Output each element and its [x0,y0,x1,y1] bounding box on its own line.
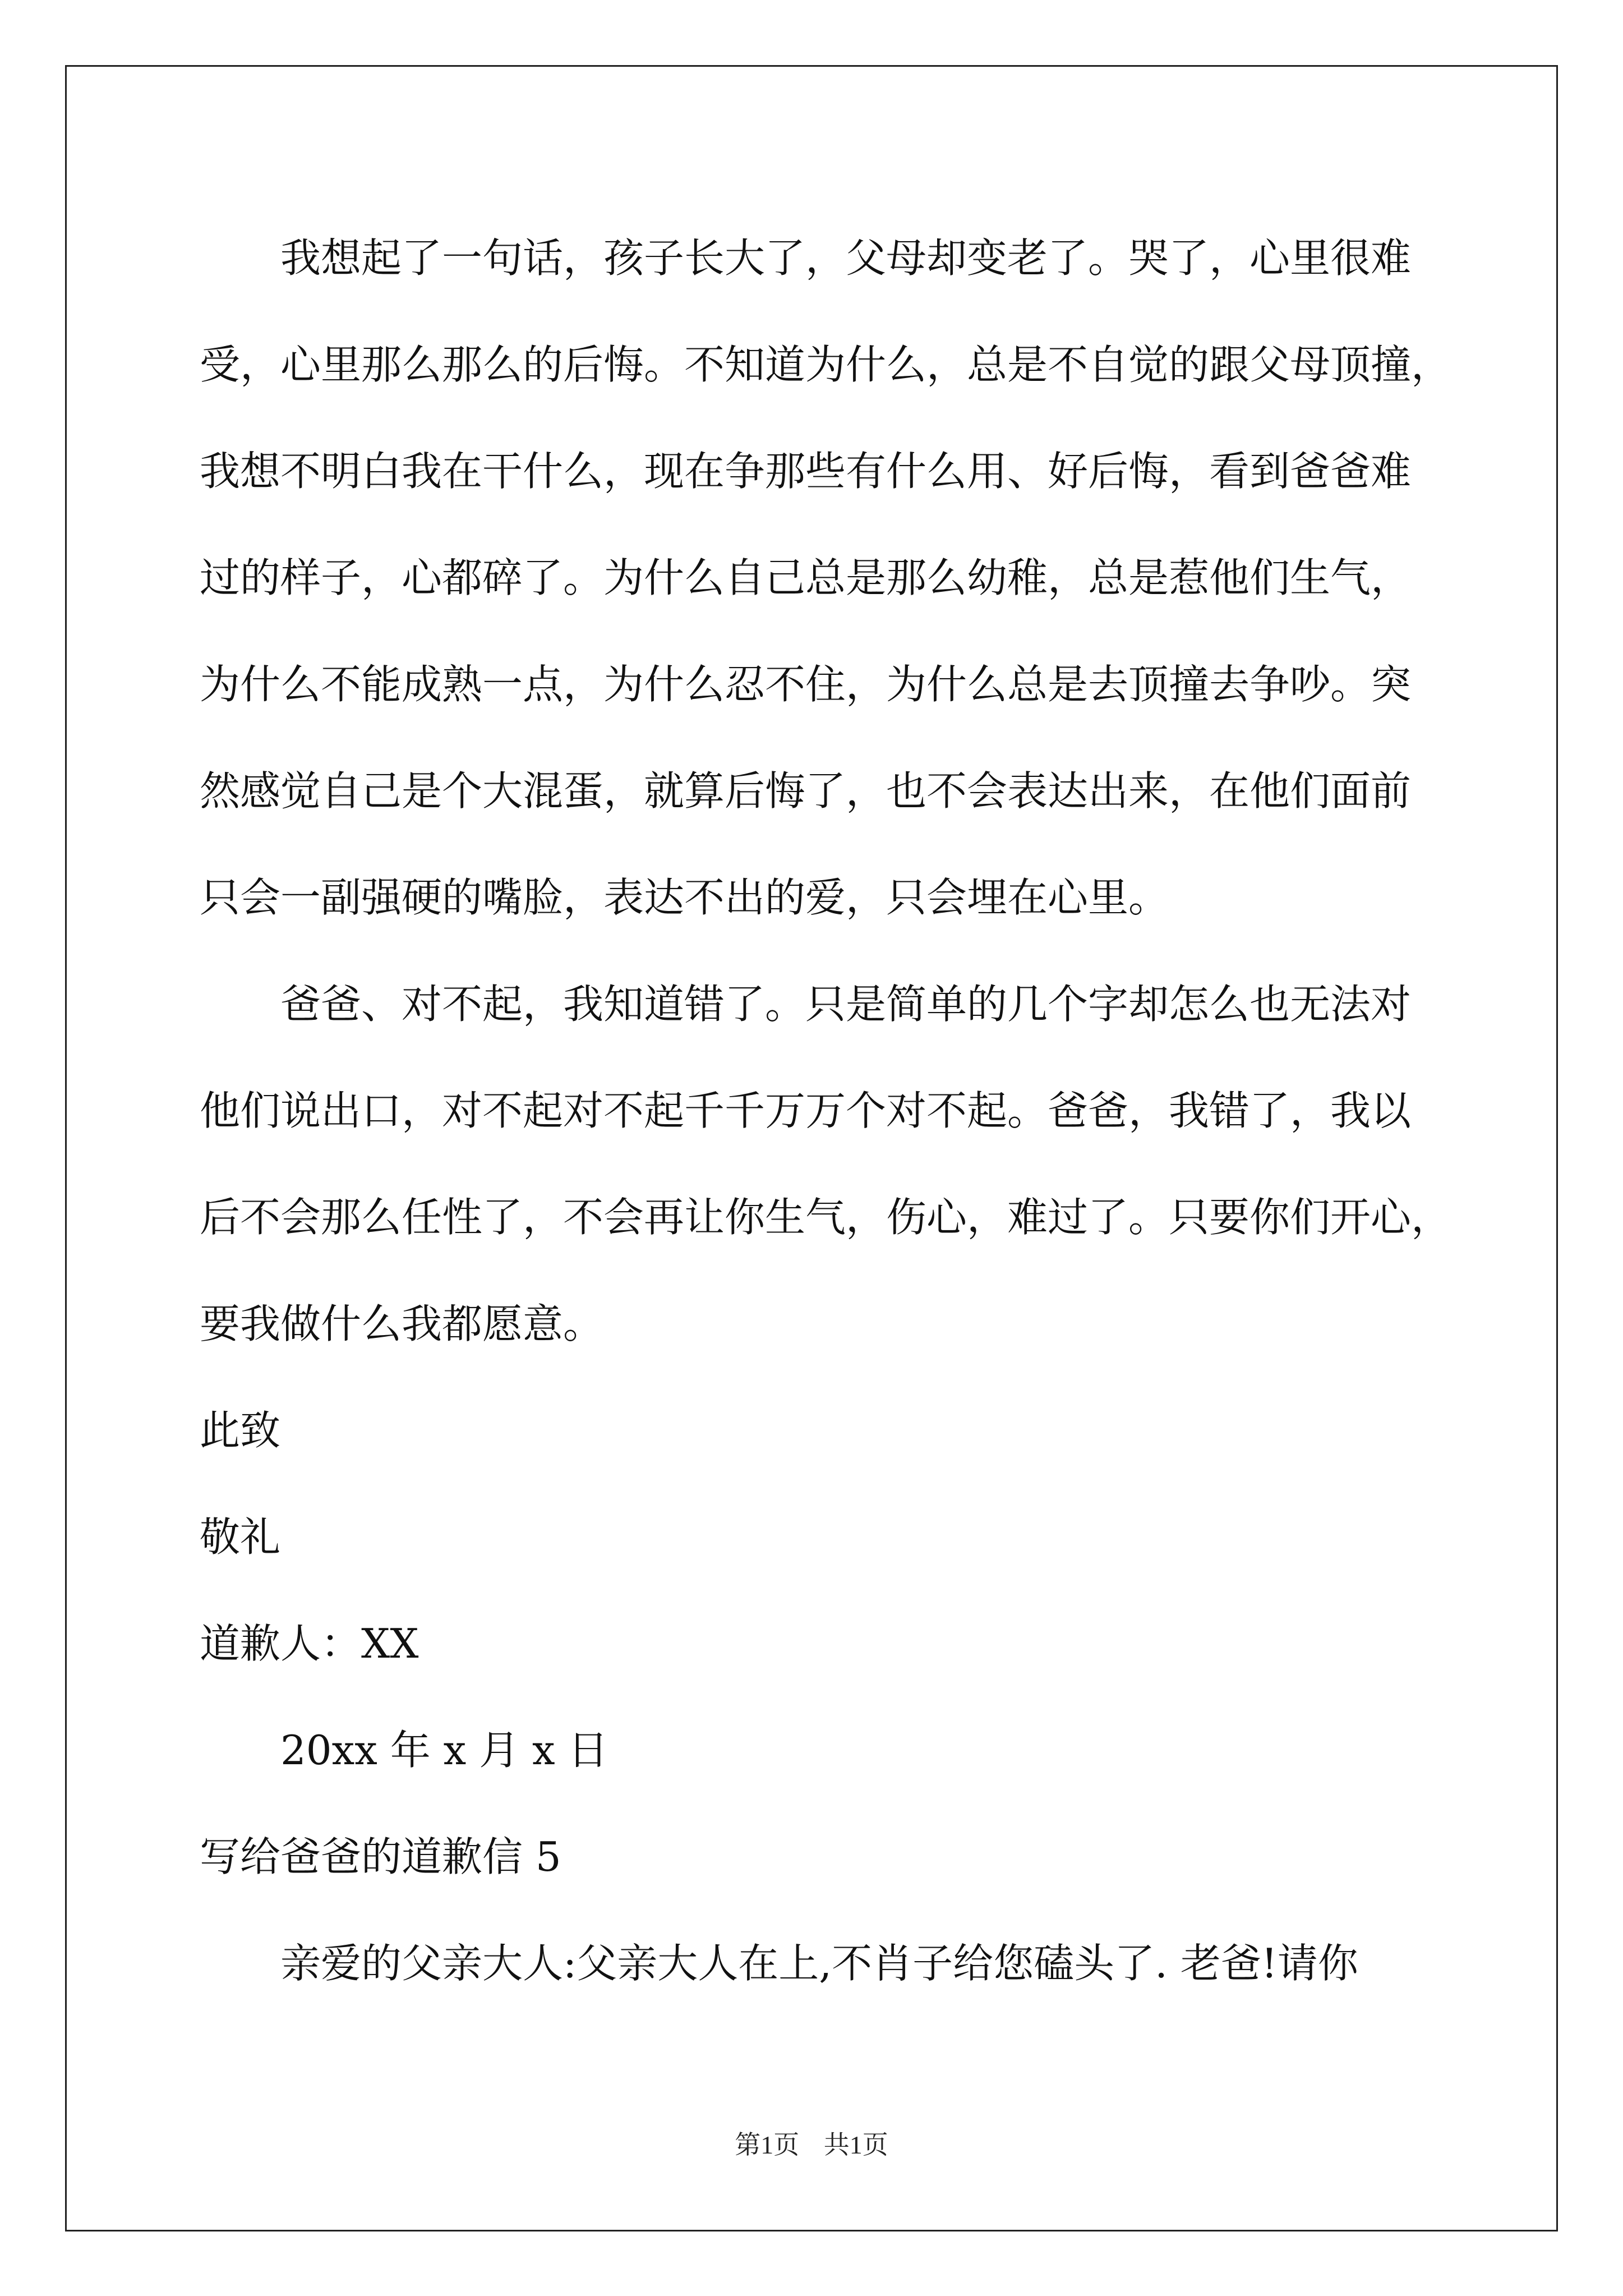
paragraph-1-line-2: 受，心里那么那么的后悔。不知道为什么，总是不自觉的跟父母顶撞， [200,341,1452,388]
section-heading: 写给爸爸的道歉信 5 [200,1833,561,1880]
paragraph-2-line-3: 后不会那么任性了，不会再让你生气，伤心，难过了。只要你们开心， [200,1194,1452,1241]
page-footer [0,2128,1623,2162]
paragraph-2-line-1: 爸爸、对不起，我知道错了。只是简单的几个字却怎么也无法对 [280,981,1412,1028]
paragraph-3-line-1: 亲爱的父亲大人:父亲大人在上,不肖子给您磕头了. 老爸!请你 [280,1940,1358,1987]
paragraph-1-line-4: 过的样子，心都碎了。为什么自己总是那么幼稚，总是惹他们生气， [200,554,1412,601]
page-current-label: 第1页 [735,2131,800,2159]
paragraph-1-line-3: 我想不明白我在干什么，现在争那些有什么用、好后悔，看到爸爸难 [200,448,1412,495]
page-total-label: 共1页 [823,2131,888,2159]
paragraph-1-line-7: 只会一副强硬的嘴脸，表达不出的爱，只会埋在心里。 [200,874,1169,921]
paragraph-1-line-1: 我想起了一句话，孩子长大了，父母却变老了。哭了，心里很难 [280,234,1412,282]
date-line: 20xx 年 x 月 x 日 [280,1727,608,1774]
signature-line: 道歉人：XX [200,1620,419,1667]
paragraph-2-line-4: 要我做什么我都愿意。 [200,1300,604,1347]
closing-salutation: 此致 [200,1407,281,1454]
closing-regards: 敬礼 [200,1513,281,1561]
paragraph-2-line-2: 他们说出口，对不起对不起千千万万个对不起。爸爸，我错了，我以 [200,1087,1412,1134]
paragraph-1-line-6: 然感觉自己是个大混蛋，就算后悔了，也不会表达出来，在他们面前 [200,767,1412,815]
paragraph-1-line-5: 为什么不能成熟一点，为什么忍不住，为什么总是去顶撞去争吵。突 [200,661,1412,708]
